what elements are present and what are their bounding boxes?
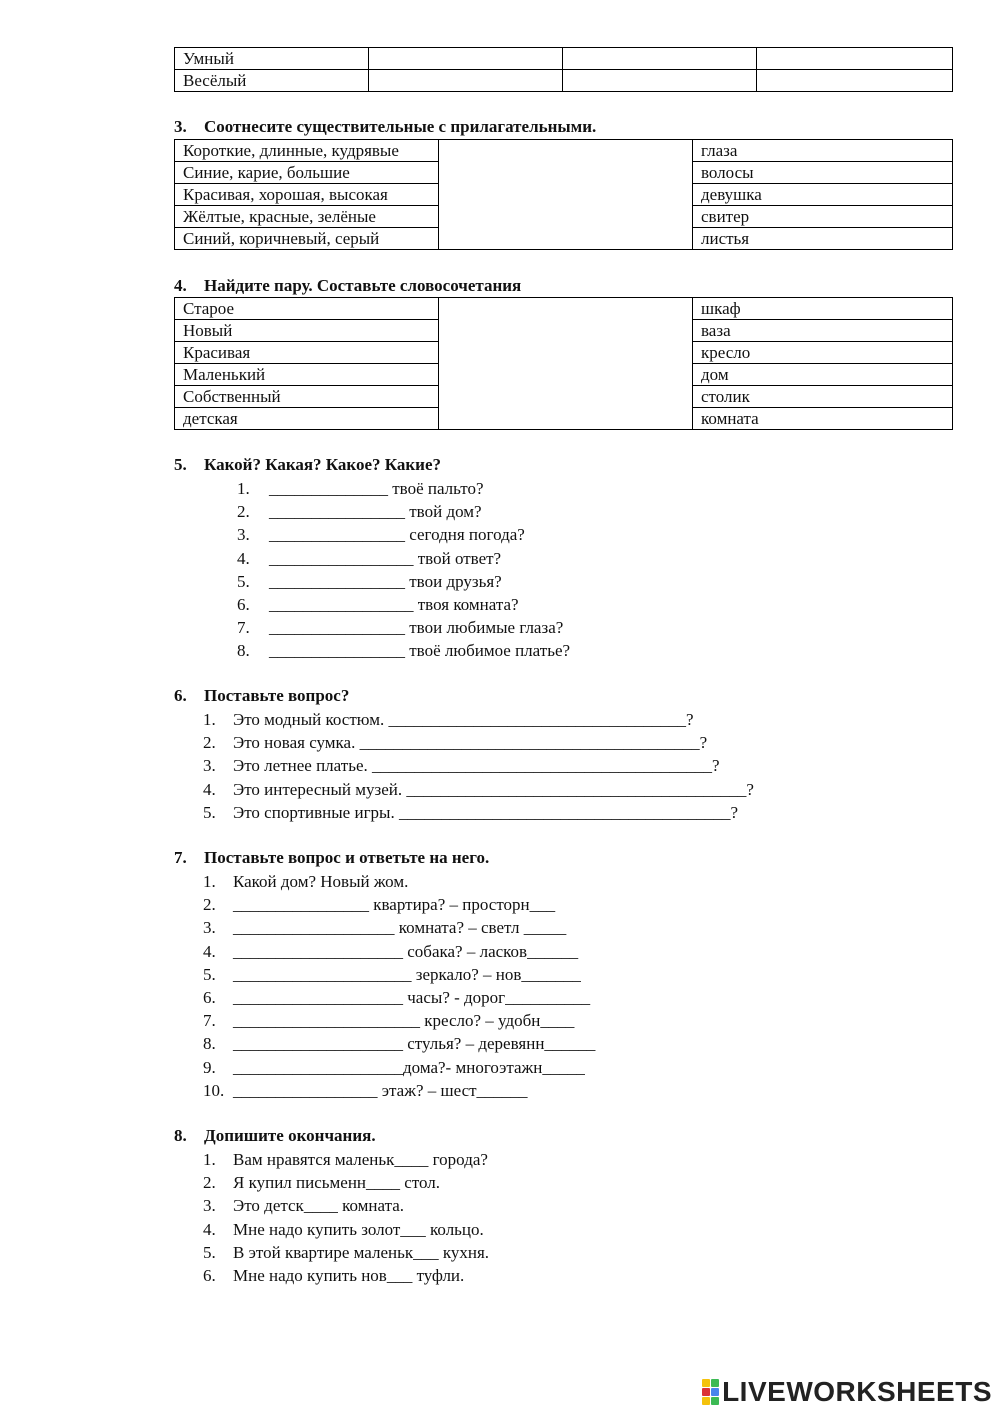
match-right-item: шкаф xyxy=(693,298,953,320)
exercise-title: Соотнесите существительные с прилагательными. xyxy=(204,117,597,136)
match-right-item: свитер xyxy=(693,206,953,228)
list-item[interactable]: 1. Вам нравятся маленьк____ города? xyxy=(203,1150,488,1169)
exercise-6-list xyxy=(203,708,754,824)
answer-cell[interactable] xyxy=(563,70,757,92)
match-left-item: Синий, коричневый, серый xyxy=(175,228,439,250)
list-item[interactable]: 6. _________________ твоя комната? xyxy=(237,594,519,614)
adjectives-table xyxy=(174,47,953,92)
logo-square xyxy=(711,1388,719,1396)
liveworksheets-logo-icon xyxy=(702,1379,719,1405)
answer-cell[interactable] xyxy=(369,48,563,70)
exercise-title: Поставьте вопрос и ответьте на него. xyxy=(204,848,490,867)
match-right-item: глаза xyxy=(693,140,953,162)
exercise-5-heading xyxy=(174,455,441,475)
exercise-3-match-table xyxy=(174,139,953,250)
list-item[interactable]: 5. В этой квартире маленьк___ кухня. xyxy=(203,1242,490,1262)
list-item[interactable]: 1. Это модный костюм. ___________________________________? xyxy=(203,710,694,729)
logo-square xyxy=(711,1379,719,1387)
exercise-4-match-table xyxy=(174,297,953,430)
list-item[interactable]: 3. ___________________ комната? – светл _____ xyxy=(203,918,567,938)
list-item[interactable]: 9. ____________________дома?- многоэтажн_____ xyxy=(203,1057,585,1077)
logo-square xyxy=(711,1397,719,1405)
match-left-item: Красивая xyxy=(175,342,439,364)
exercise-title: Допишите окончания. xyxy=(204,1126,376,1145)
list-item[interactable]: 2. ________________ квартира? – просторн___ xyxy=(203,895,556,915)
table-row xyxy=(175,140,953,162)
match-left-item: Маленький xyxy=(175,364,439,386)
exercise-6-heading xyxy=(174,686,349,706)
match-right-item: столик xyxy=(693,386,953,408)
list-item[interactable]: 4. Мне надо купить золот___ кольцо. xyxy=(203,1219,484,1239)
list-item[interactable]: 1. Какой дом? Новый жом. xyxy=(203,872,409,891)
exercise-number: 8. xyxy=(174,1126,187,1145)
logo-square xyxy=(702,1379,710,1387)
match-left-item: Красивая, хорошая, высокая xyxy=(175,184,439,206)
match-left-item: Синие, карие, большие xyxy=(175,162,439,184)
table-row xyxy=(175,48,953,70)
exercise-number: 7. xyxy=(174,848,187,867)
match-left-item: Старое xyxy=(175,298,439,320)
match-left-item: Новый xyxy=(175,320,439,342)
list-item[interactable]: 2. Я купил письменн____ стол. xyxy=(203,1173,441,1193)
match-right-item: ваза xyxy=(693,320,953,342)
exercise-number: 3. xyxy=(174,117,187,136)
list-item[interactable]: 4. Это интересный музей. ________________________________________? xyxy=(203,779,754,799)
match-right-item: девушка xyxy=(693,184,953,206)
match-right-item: листья xyxy=(693,228,953,250)
list-item[interactable]: 3. ________________ сегодня погода? xyxy=(237,525,525,545)
exercise-7-list xyxy=(203,870,595,1102)
exercise-3-heading xyxy=(174,117,596,137)
exercise-title: Какой? Какая? Какое? Какие? xyxy=(204,455,442,474)
logo-square xyxy=(702,1388,710,1396)
list-item[interactable]: 3. Это летнее платье. ________________________________________? xyxy=(203,756,720,776)
exercise-number: 5. xyxy=(174,455,187,474)
answer-cell[interactable] xyxy=(369,70,563,92)
logo-square xyxy=(702,1397,710,1405)
exercise-4-heading xyxy=(174,276,521,296)
table-cell: Умный xyxy=(175,48,369,70)
list-item[interactable]: 5. _____________________ зеркало? – нов_______ xyxy=(203,964,581,984)
exercise-7-heading xyxy=(174,848,489,868)
exercise-title: Поставьте вопрос? xyxy=(204,686,350,705)
list-item[interactable]: 7. ______________________ кресло? – удобн____ xyxy=(203,1011,575,1031)
exercise-number: 4. xyxy=(174,276,187,295)
exercise-number: 6. xyxy=(174,686,187,705)
answer-cell[interactable] xyxy=(563,48,757,70)
exercise-8-heading xyxy=(174,1126,376,1146)
match-right-item: комната xyxy=(693,408,953,430)
match-right-item: дом xyxy=(693,364,953,386)
list-item[interactable]: 2. Это новая сумка. ________________________________________? xyxy=(203,733,708,753)
list-item[interactable]: 1. ______________ твоё пальто? xyxy=(237,479,484,498)
list-item[interactable]: 3. Это детск____ комната. xyxy=(203,1196,405,1216)
list-item[interactable]: 4. _________________ твой ответ? xyxy=(237,548,502,568)
match-answer-area[interactable] xyxy=(439,298,693,430)
exercise-5-list xyxy=(237,477,570,663)
list-item[interactable]: 7. ________________ твои любимые глаза? xyxy=(237,618,564,638)
table-cell: Весёлый xyxy=(175,70,369,92)
match-left-item: Короткие, длинные, кудрявые xyxy=(175,140,439,162)
list-item[interactable]: 8. ____________________ стулья? – деревянн______ xyxy=(203,1034,596,1054)
match-right-item: кресло xyxy=(693,342,953,364)
match-left-item: Собственный xyxy=(175,386,439,408)
list-item[interactable]: 6. Мне надо купить нов___ туфли. xyxy=(203,1265,465,1285)
match-right-item: волосы xyxy=(693,162,953,184)
brand-name: LIVEWORKSHEETS xyxy=(722,1376,992,1407)
list-item[interactable]: 5. Это спортивные игры. _______________________________________? xyxy=(203,802,739,822)
liveworksheets-brand[interactable] xyxy=(702,1377,992,1407)
table-row xyxy=(175,70,953,92)
table-row xyxy=(175,298,953,320)
match-left-item: Жёлтые, красные, зелёные xyxy=(175,206,439,228)
answer-cell[interactable] xyxy=(757,70,953,92)
list-item[interactable]: 4. ____________________ собака? – ласков______ xyxy=(203,941,579,961)
match-answer-area[interactable] xyxy=(439,140,693,250)
list-item[interactable]: 8. ________________ твоё любимое платье? xyxy=(237,641,571,661)
match-left-item: детская xyxy=(175,408,439,430)
list-item[interactable]: 10. _________________ этаж? – шест______ xyxy=(203,1080,528,1100)
list-item[interactable]: 5. ________________ твои друзья? xyxy=(237,571,502,591)
list-item[interactable]: 2. ________________ твой дом? xyxy=(237,502,482,522)
exercise-title: Найдите пару. Составьте словосочетания xyxy=(204,276,522,295)
exercise-8-list xyxy=(203,1148,489,1287)
list-item[interactable]: 6. ____________________ часы? - дорог__________ xyxy=(203,987,591,1007)
answer-cell[interactable] xyxy=(757,48,953,70)
